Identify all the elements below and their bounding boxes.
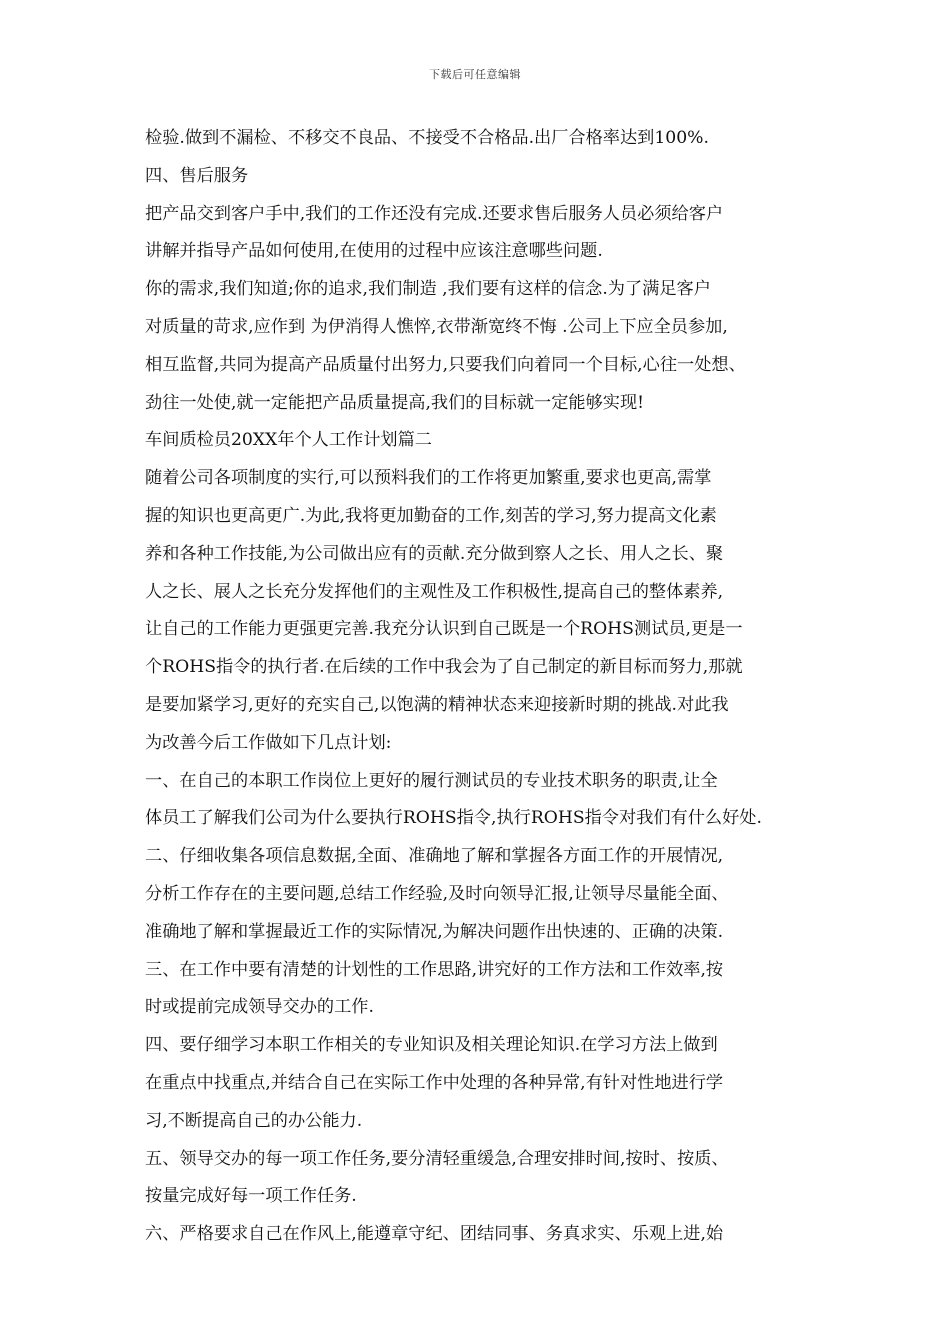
text-line: 握的知识也更高更广.为此,我将更加勤奋的工作,刻苦的学习,努力提高文化素: [145, 505, 717, 526]
text-line: 是要加紧学习,更好的充实自己,以饱满的精神状态来迎接新时期的挑战.对此我: [145, 694, 729, 715]
document-body: [145, 120, 815, 1254]
text-line: 习,不断提高自己的办公能力.: [145, 1110, 363, 1131]
text-line: 四、要仔细学习本职工作相关的专业知识及相关理论知识.在学习方法上做到: [145, 1035, 718, 1056]
text-line: 体员工了解我们公司为什么要执行ROHS指令,执行ROHS指令对我们有什么好处.: [145, 808, 762, 829]
text-line: 在重点中找重点,并结合自己在实际工作中处理的各种异常,有针对性地进行学: [145, 1072, 724, 1093]
section-heading: 四、售后服务: [145, 165, 249, 186]
text-line: 时或提前完成领导交办的工作.: [145, 997, 374, 1018]
text-line: 按量完成好每一项工作任务.: [145, 1186, 357, 1207]
text-line: 准确地了解和掌握最近工作的实际情况,为解决问题作出快速的、正确的决策.: [145, 921, 724, 942]
text-line: 让自己的工作能力更强更完善.我充分认识到自己既是一个ROHS测试员,更是一: [145, 619, 743, 640]
text-line: 讲解并指导产品如何使用,在使用的过程中应该注意哪些问题.: [145, 241, 603, 262]
text-line: 个ROHS指令的执行者.在后续的工作中我会为了自己制定的新目标而努力,那就: [145, 657, 743, 678]
text-line: 六、严格要求自己在作风上,能遵章守纪、团结同事、务真求实、乐观上进,始: [145, 1224, 724, 1245]
text-line: 为改善今后工作做如下几点计划:: [145, 732, 392, 753]
text-line: 一、在自己的本职工作岗位上更好的履行测试员的专业技术职务的职责,让全: [145, 770, 718, 791]
page-header: 下载后可任意编辑: [429, 68, 521, 81]
text-line: 相互监督,共同为提高产品质量付出努力,只要我们向着同一个目标,心往一处想、: [145, 354, 746, 375]
text-line: 三、在工作中要有清楚的计划性的工作思路,讲究好的工作方法和工作效率,按: [145, 959, 724, 980]
text-line: 对质量的苛求,应作到 为伊消得人憔悴,衣带渐宽终不悔 .公司上下应全员参加,: [145, 316, 728, 337]
text-line: 随着公司各项制度的实行,可以预料我们的工作将更加繁重,要求也更高,需掌: [145, 468, 712, 489]
text-line: 分析工作存在的主要问题,总结工作经验,及时向领导汇报,让领导尽量能全面、: [145, 883, 729, 904]
text-line: 检验.做到不漏检、不移交不良品、不接受不合格品.出厂合格率达到100%.: [145, 128, 709, 148]
section-heading: 车间质检员20XX年个人工作计划篇二: [145, 430, 432, 451]
text-line: 你的需求,我们知道;你的追求,我们制造 ,我们要有这样的信念.为了满足客户: [145, 279, 711, 300]
text-line: 把产品交到客户手中,我们的工作还没有完成.还要求售后服务人员必须给客户: [145, 203, 724, 224]
text-line: 人之长、展人之长充分发挥他们的主观性及工作积极性,提高自己的整体素养,: [145, 581, 724, 602]
text-line: 二、仔细收集各项信息数据,全面、准确地了解和掌握各方面工作的开展情况,: [145, 846, 724, 867]
text-line: 养和各种工作技能,为公司做出应有的贡献.充分做到察人之长、用人之长、聚: [145, 543, 724, 564]
text-line: 五、领导交办的每一项工作任务,要分清轻重缓急,合理安排时间,按时、按质、: [145, 1148, 729, 1169]
text-line: 劲往一处使,就一定能把产品质量提高,我们的目标就一定能够实现!: [145, 392, 645, 413]
